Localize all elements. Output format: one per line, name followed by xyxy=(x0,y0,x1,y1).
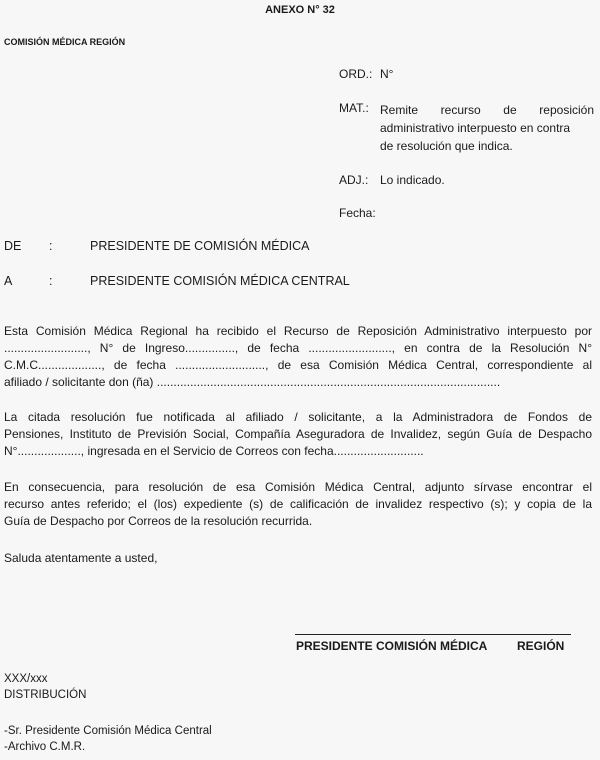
to-value: PRESIDENTE COMISIÓN MÉDICA CENTRAL xyxy=(90,274,350,288)
paragraph-line: Pensiones, Instituto de Previsión Social, Compañía Aseguradora de Invalidez, según Guía de Despacho xyxy=(4,427,592,441)
paragraph-line: La citada resolución fue notificada al afiliado / solicitante, a la Administradora de Fondos de xyxy=(4,410,592,424)
paragraph-line: En consecuencia, para resolución de esa Comisión Médica Central, adjunto sírvase encontrar el xyxy=(4,480,592,494)
paragraph-line: afiliado / solicitante don (ña) ....................................................................................................... xyxy=(4,375,501,389)
mat-row xyxy=(339,101,594,157)
paragraph-line: Guía de Despacho por Correos de la resolución recurrida. xyxy=(4,514,313,528)
from-colon: : xyxy=(49,239,53,253)
adj-label: ADJ.: xyxy=(339,173,369,187)
mat-label: MAT.: xyxy=(339,101,369,115)
paragraph-line: N°..................., ingresada en el Servicio de Correos con fecha........................... xyxy=(4,444,424,458)
paragraph-line: C.M.C..................., de fecha ..........................., de esa Comisión Médica Central, correspondiente al xyxy=(4,358,592,372)
signature-region: REGIÓN xyxy=(517,639,565,653)
ord-label: ORD.: xyxy=(339,67,373,81)
closing-salutation: Saluda atentamente a usted, xyxy=(4,551,158,565)
from-label: DE xyxy=(4,239,22,253)
paragraph-consequence xyxy=(4,479,592,530)
signature-line xyxy=(295,634,571,635)
mat-line-2: administrativo interpuesto en contra xyxy=(380,121,571,135)
ord-value: N° xyxy=(380,67,394,81)
adj-value: Lo indicado. xyxy=(380,173,445,187)
paragraph-line: Esta Comisión Médica Regional ha recibido el Recurso de Reposición Administrativo interpuesto por xyxy=(4,324,592,338)
to-colon: : xyxy=(49,274,53,288)
mat-line-1: Remite recurso de reposición xyxy=(380,103,594,117)
mat-value xyxy=(380,101,594,155)
organization-heading: COMISIÓN MÉDICA REGIÓN xyxy=(4,37,126,47)
annex-title: ANEXO N° 32 xyxy=(265,4,335,16)
paragraph-line: recurso antes referido; el (los) expediente (s) de calificación de invalidez respectivo (s); y copia de la xyxy=(4,497,592,511)
paragraph-receipt xyxy=(4,323,592,391)
distribution-label: DISTRIBUCIÓN xyxy=(4,689,87,701)
reference-code: XXX/xxx xyxy=(4,673,48,685)
distribution-recipient: -Sr. Presidente Comisión Médica Central xyxy=(4,725,212,737)
from-value: PRESIDENTE DE COMISIÓN MÉDICA xyxy=(90,239,310,253)
signature-title: PRESIDENTE COMISIÓN MÉDICA xyxy=(296,639,488,653)
to-label: A xyxy=(4,274,13,288)
distribution-recipient: -Archivo C.M.R. xyxy=(4,741,86,753)
fecha-label: Fecha: xyxy=(339,206,376,220)
mat-line-3: de resolución que indica. xyxy=(380,139,513,153)
paragraph-line: ........................., N° de Ingreso..............., de fecha ........................., en contra de la Resolución N° xyxy=(4,341,592,355)
paragraph-notification xyxy=(4,409,592,460)
